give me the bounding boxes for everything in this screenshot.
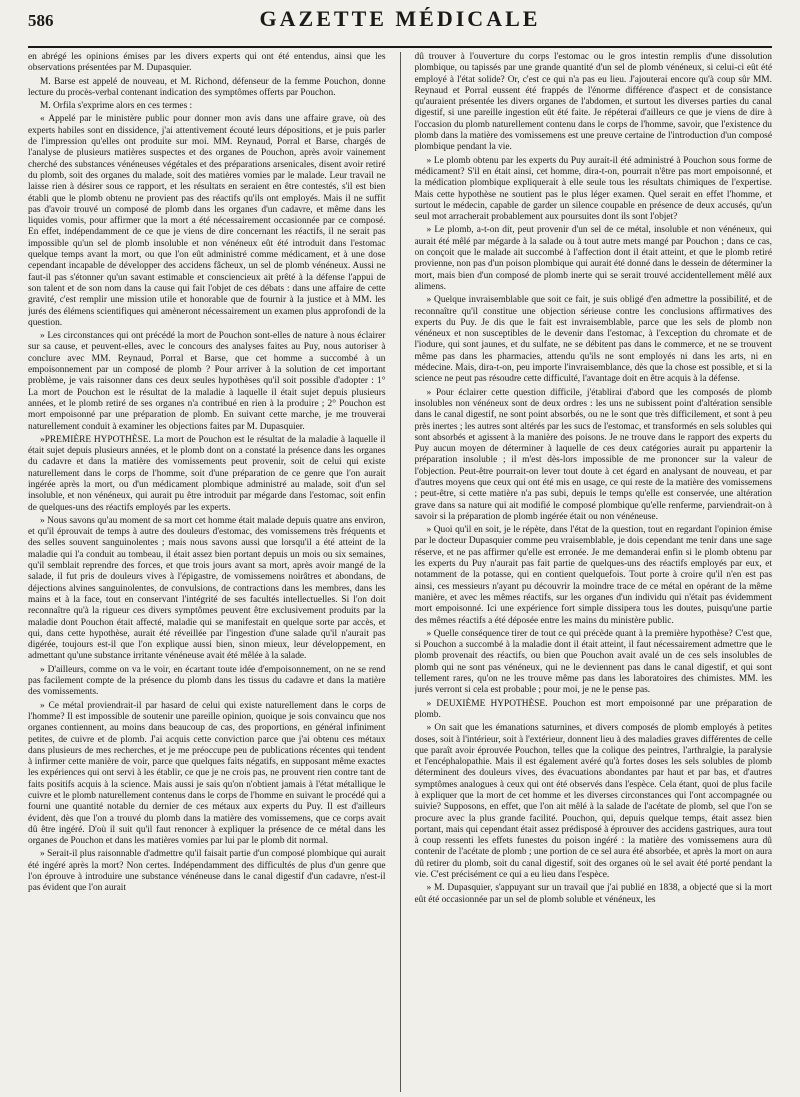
paragraph: » On sait que les émanations saturnines, et divers composés de plomb employés à petites doses, soit à l'intérieur, soit à l'extérieur, donnent lieu à des maladies graves différentes de celle que paraît avoir éprouvée Pouchon, telles que la colique des peintres, l'arthralgie, la paralysie et l'encéphalopathie. Mais il est également avéré qu'à fortes doses les sels solubles de plomb déterminent des douleurs vives, des évacuations abondantes par haut et par bas, et d'autres symptômes analogues à ceux qui ont été observés dans l'espèce. Cela étant, quoi de plus facile à expliquer que la mort de cet homme et les diverses circonstances qui l'ont accompagnée ou suivie? Supposons, en effet, que l'on ait mêlé à la salade de l'acétate de plomb, sel que l'on se procure avec la plus grande facilité. Pouchon, qui, depuis quelque temps, était assez bien portant, mais qui cependant était assez prédisposé à éprouver des accidens gastriques, aura tout à coup ressenti les effets funestes du poison ingéré : la matière des vomissemens aura dû contenir de l'acétate de plomb ; une portion de ce sel aura été absorbée, et après la mort on aura dû retirer du plomb, soit du canal digestif, soit des organes où le sel avait été porté pendant la vie. C'est précisément ce qui a eu lieu dans l'espèce. [414,723,772,881]
paragraph: »PREMIÈRE HYPOTHÈSE. La mort de Pouchon est le résultat de la maladie à laquelle il était sujet depuis plusieurs années, et le plomb dont on a constaté la présence dans les organes du cadavre et dans la matière des vomissements peut provenir, soit de celui qui existe naturellement dans le corps de l'homme, soit d'une préparation de ce genre que l'on aurait ingérée après la mort, ou d'un médicament plombique administré au malade, soit d'un sel insoluble, et non vénéneux, qui aurait pu être introduit par mégarde dans l'estomac, soit enfin de quelques-uns des réactifs employés par les experts. [28,434,386,513]
paragraph: » Quoi qu'il en soit, je le répète, dans l'état de la question, tout en regardant l'opinion émise par le docteur Dupasquier comme peu vraisemblable, je dois cependant me tenir dans une sage réserve, et ne pas affirmer qu'elle est erronée. Je me demanderai enfin si le plomb obtenu par les experts du Puy n'aurait pas fait partie de quelques-uns des réactifs employés par eux, et notamment de la potasse, qui en contient quelquefois. Tout porte à croire qu'il n'en est pas ainsi, ces messieurs n'ayant pu découvrir la moindre trace de ce métal en opérant de la même manière, et avec les mêmes réactifs, sur les organes d'un individu qui n'était pas évidemment mort empoisonné. Ici une expérience fort simple dissipera tous les doutes, puisqu'une partie des mêmes réactifs a été déposée entre les mains du ministère public. [414,525,772,626]
paragraph: » Quelle conséquence tirer de tout ce qui précède quant à la première hypothèse? C'est que, si Pouchon a succombé à la maladie dont il était atteint, il faut nécessairement admettre que le plomb provenait des réactifs, ou bien que Pouchon avait avalé un de ces sels insolubles de plomb qui ne sont pas vénéneux, qui ne le deviennent pas dans le canal digestif, et qui sont tellement rares, qu'on ne les trouve même pas dans les laboratoires des chimistes. MM. les jurés verront si cela est probable ; pour moi, je ne le pense pas. [414,628,772,696]
paragraph: M. Orfila s'exprime alors en ces termes : [40,101,193,112]
paragraph: » Nous savons qu'au moment de sa mort cet homme était malade depuis quatre ans environ, et qu'il éprouvait de temps à autre des douleurs d'estomac, des vomissemens très fréquents et des selles souvent sanguinolentes ; mais nous savons aussi que lorsqu'il a été atteint de la maladie qui l'a conduit au tombeau, il était assez bien portant depuis un mois ou six semaines, qu'il semblait reprendre des forces, et que trois jours avant sa mort, après avoir mangé de la salade, il fut pris de douleurs vives à l'épigastre, de vomissemens noirâtres et abondans, de déjections alvines sanguinolentes, de convulsions, de contractions dans les membres, dans les mains et à la face, tout en conservant l'intégrité de ses facultés intellectuelles. Si l'on doit reconnaître qu'à la rigueur ces divers symptômes peuvent être exclusivement produits par la maladie dont Pouchon était affecté, maladie qui se manifestait en quelque sorte par accès, et qui, dans cette hypothèse, aurait été réveillée par l'ingestion d'une salade qu'il n'aurait pas digérée, toujours est-il que l'on explique aussi bien, sinon mieux, leur développement, en admettant qu'une substance irritante vénéneuse avait été mêlée à la salade. [28,515,386,662]
paragraph: dû trouver à l'ouverture du corps l'estomac ou le gros intestin remplis d'une dissolution plombique, ou tapissés par une grande quantité d'un sel de plomb vénéneux, si celui-ci eût été employé à l'état solide? Or, c'est ce qui n'a pas eu lieu. J'ajouterai encore qu'à coup sûr MM. Reynaud et Porral eussent été frappés de l'énorme différence d'aspect et de consistance qu'auraient présentée les divers organes de l'abdomen, et surtout les diverses parties du canal digestif, si une pareille ingestion eût été faite. Je répéterai d'ailleurs ce que je viens de dire à l'occasion du plomb naturellement contenu dans le corps de l'homme, savoir, que l'existence du plomb dans la matière des vomissemens est une preuve certaine de l'introduction d'un composé plombique pendant la vie. [414,52,772,153]
paragraph: » Serait-il plus raisonnable d'admettre qu'il faisait partie d'un composé plombique qui aurait été ingéré après la mort? Non certes. Indépendamment des difficultés de plus d'un genre que l'on éprouve à introduire une substance vénéneuse dans le canal digestif d'un cadavre, n'est-il pas évident que l'on aurait [28,849,386,894]
paragraph: » D'ailleurs, comme on va le voir, en écartant toute idée d'empoisonnement, on ne se rend pas facilement compte de la présence du plomb dans les tissus du cadavre et dans la matière des vomissements. [28,664,386,698]
page-header [28,6,772,48]
masthead-title: GAZETTE MÉDICALE [259,6,541,31]
paragraph: » Quelque invraisemblable que soit ce fait, je suis obligé d'en admettre la possibilité, et de reconnaître qu'il constitue une objection sérieuse contre les conclusions affirmatives des experts du Puy. Je dis que le fait est invraisemblable, parce que les sels de plomb non vénéneux et non susceptibles de le devenir dans l'estomac, à l'exception du chromate et de l'iodure, qui sont jaunes, et du sulfate, ne se débitent pas dans le commerce, et ne se trouvent même pas dans les pharmacies, attendu qu'ils ne sont employés ni dans les arts, ni en médecine. Mais, dira-t-on, peu importe l'invraisemblance, dès que la chose est possible, et si la science ne peut pas résoudre cette difficulté, l'avantage doit en être acquis à la défense. [414,295,772,385]
paragraph: « Appelé par le ministère public pour donner mon avis dans une affaire grave, où des experts habiles sont en dissidence, j'ai attentivement écouté leurs dépositions, et je puis parler de l'impression qu'elles ont produite sur moi. MM. Reynaud, Porral et Barse, chargés de l'analyse de plusieurs matières suspectes et des organes de Pouchon, après avoir vainement cherché des substances vénéneuses végétales et des préparations arsenicales, disent avoir retiré du plomb, soit des organes du malade, soit des matières vomies par le malade. Leur travail ne laisse rien à désirer sous ce rapport, et les résultats en seraient en être contestés, s'il est bien établi que le plomb obtenu ne provient pas des réactifs qu'ils ont employés. Mais il ne suffit pas d'avoir trouvé un composé de plomb dans les organes d'un cadavre, et même dans les liquides vomis, pour affirmer que la mort a été nécessairement occasionnée par ce composé. En effet, indépendamment de ce que je viens de dire concernant les réactifs, il ne serait pas impossible qu'un sel de plomb insoluble et non vénéneux eût été introduit dans l'estomac quelque temps avant la mort, ou que l'on eût administré comme médicament, et à une dose cependant incapable de développer des accidens fâcheux, un sel de plomb vénéneux. Aussi ne faut-il pas s'étonner qu'un savant estimable et consciencieux ait prêté à la défense l'appui de son talent et de son nom dans la cause qui fait l'objet de ces débats : dans une affaire de cette gravité, c'est remplir une mission utile et honorable que de fournir à la justice et à MM. les jurés des élémens scientifiques qui amèneront nécessairement un examen plus approfondi de la question. [28,114,386,328]
paragraph: » Ce métal proviendrait-il par hasard de celui qui existe naturellement dans le corps de l'homme? Il est impossible de soutenir une pareille opinion, quoique je sois convaincu que nos organes contiennent, au moins dans beaucoup de cas, des proportions, en général infiniment petites, de cuivre et de plomb. J'ai acquis cette conviction parce que j'ai obtenu ces métaux dans plusieurs de mes recherches, et je me préoccupe peu de publications récentes qui tendent à infirmer cette manière de voir, parce que quelques faits négatifs, en supposant même exactes les expériences qui ont servi à les établir, ce que je ne crois pas, ne prouvent rien contre tant de faits positifs acquis à la science. Mais aussi je sais qu'on n'obtient jamais à l'état métallique le cuivre et le plomb naturellement contenus dans le corps de l'homme en suivant le procédé qui a fourni une quantité notable du dernier de ces métaux aux experts du Puy. Il est d'ailleurs évident, dès que l'on a trouvé du plomb dans la matière des vomissemens, que ce corps avait dû être ingéré. D'où il suit qu'il faut renoncer à expliquer la présence de ce métal dans les organes de Pouchon et dans les matières vomies par lui par le plomb dit normal. [28,700,386,847]
right-column [415,52,773,1092]
page-number: 586 [28,11,54,30]
paragraph: » Les circonstances qui ont précédé la mort de Pouchon sont-elles de nature à nous éclairer sur sa cause, et peuvent-elles, avec le concours des analyses faites au Puy, nous autoriser à conclure avec MM. Reynaud, Porral et Barse, que cet homme a succombé à un empoisonnement par un composé de plomb ? Pour arriver à la solution de cet important problème, je vais raisonner dans ces deux seules hypothèses qu'il soit possible d'adopter : 1° La mort de Pouchon est le résultat de la maladie à laquelle il était sujet depuis plusieurs années, et le plomb retiré de ses organes n'a contribué en rien à la produire ; 2° Pouchon est mort empoisonné par une préparation de plomb. En suivant cette marche, je me trouverai naturellement conduit à examiner les objections faites par M. Dupasquier. [28,331,386,432]
paragraph: » Le plomb, a-t-on dit, peut provenir d'un sel de ce métal, insoluble et non vénéneux, qui aurait été mêlé par mégarde à la salade ou à tout autre mets mangé par Pouchon ; dans ce cas, on conçoit que le malade ait succombé à l'affection dont il était atteint, et que le plomb retiré provienne, non pas d'un poison plombique qui aurait été donné dans le dessein de déterminer la mort, mais bien d'un composé de plomb inerte qui se serait trouvé accidentellement mêlé aux alimens. [414,225,772,292]
text-columns [28,52,772,1092]
paragraph: » M. Dupasquier, s'appuyant sur un travail que j'ai publié en 1838, a objecté que si la mort eût été occasionnée par un sel de plomb soluble et vénéneux, les [414,883,772,905]
paragraph: » Le plomb obtenu par les experts du Puy aurait-il été administré à Pouchon sous forme de médicament? S'il en était ainsi, cet homme, dira-t-on, pourrait n'être pas mort empoisonné, et la médication plombique expliquerait à elle seule tous les résultats chimiques de l'expertise. Mais cette hypothèse ne soutient pas le plus léger examen. Quel serait en effet l'homme, et surtout le médecin, capable de garder un silence coupable en présence de deux accusés, qu'un seul mot arracherait probablement aux poursuites dont ils sont l'objet? [414,155,772,223]
paragraph: » Pour éclairer cette question difficile, j'établirai d'abord que les composés de plomb insolubles non vénéneux sont de deux ordres : les uns ne subissent point d'altération sensible dans le canal digestif, ne sont point absorbés, ou ne le sont que très difficilement, et sont à peu près inertes ; les autres sont altérés par les sucs de l'estomac, et transformés en sels solubles qui sont absorbés et agissent à la manière des poisons. Je ne trouve dans le rapport des experts du Puy aucun moyen de déterminer à laquelle de ces deux catégories aurait pu appartenir la préparation insoluble ; il m'est dès-lors impossible de me prononcer sur la valeur de l'objection. Peut-être pourrait-on lever tout doute à cet égard en analysant de nouveau, et par d'autres moyens que ceux qui ont été mis en usage, ce qui reste de la matière des vomissemens ; peut-être, si cette matière n'a pas subi, depuis le temps qu'elle est conservée, une altération grave dans sa nature qui ait modifié le composé plombique qu'elle renferme, parviendrait-on à savoir si la préparation de plomb ingérée était ou non vénéneuse. [414,387,772,522]
left-column [28,52,386,1092]
paragraph: » DEUXIÈME HYPOTHÈSE. Pouchon est mort empoisonné par une préparation de plomb. [414,698,772,720]
paragraph: en abrégé les opinions émises par les divers experts qui ont été entendus, ainsi que les observations présentées par M. Dupasquier. [28,52,386,74]
column-divider [400,52,401,1092]
paragraph: M. Barse est appelé de nouveau, et M. Richond, défenseur de la femme Pouchon, donne lecture du procès-verbal contenant indication des symptômes offerts par Pouchon. [28,76,386,98]
